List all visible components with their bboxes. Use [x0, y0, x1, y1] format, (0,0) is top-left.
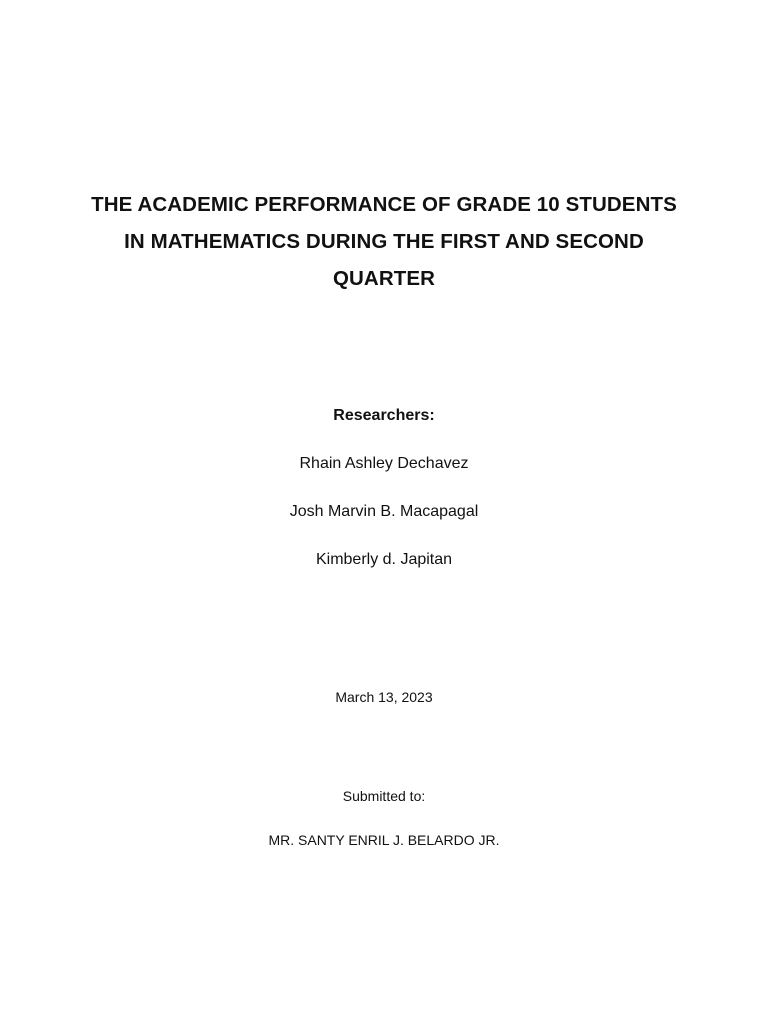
submission-date: March 13, 2023: [335, 689, 433, 705]
title-line-2: IN MATHEMATICS DURING THE FIRST AND SECOND: [124, 230, 644, 253]
researcher-name: Kimberly d. Japitan: [315, 551, 453, 568]
title-line-1: THE ACADEMIC PERFORMANCE OF GRADE 10 STUDENTS: [91, 193, 677, 216]
submitted-to-name: MR. SANTY ENRIL J. BELARDO JR.: [268, 832, 500, 848]
researcher-name: Rhain Ashley Dechavez: [299, 455, 469, 472]
submitted-to-label: Submitted to:: [342, 788, 426, 804]
title-line-3: QUARTER: [332, 267, 436, 290]
researcher-name: Josh Marvin B. Macapagal: [289, 503, 479, 520]
document-title: [60, 186, 708, 297]
researchers-heading: Researchers:: [333, 407, 435, 424]
